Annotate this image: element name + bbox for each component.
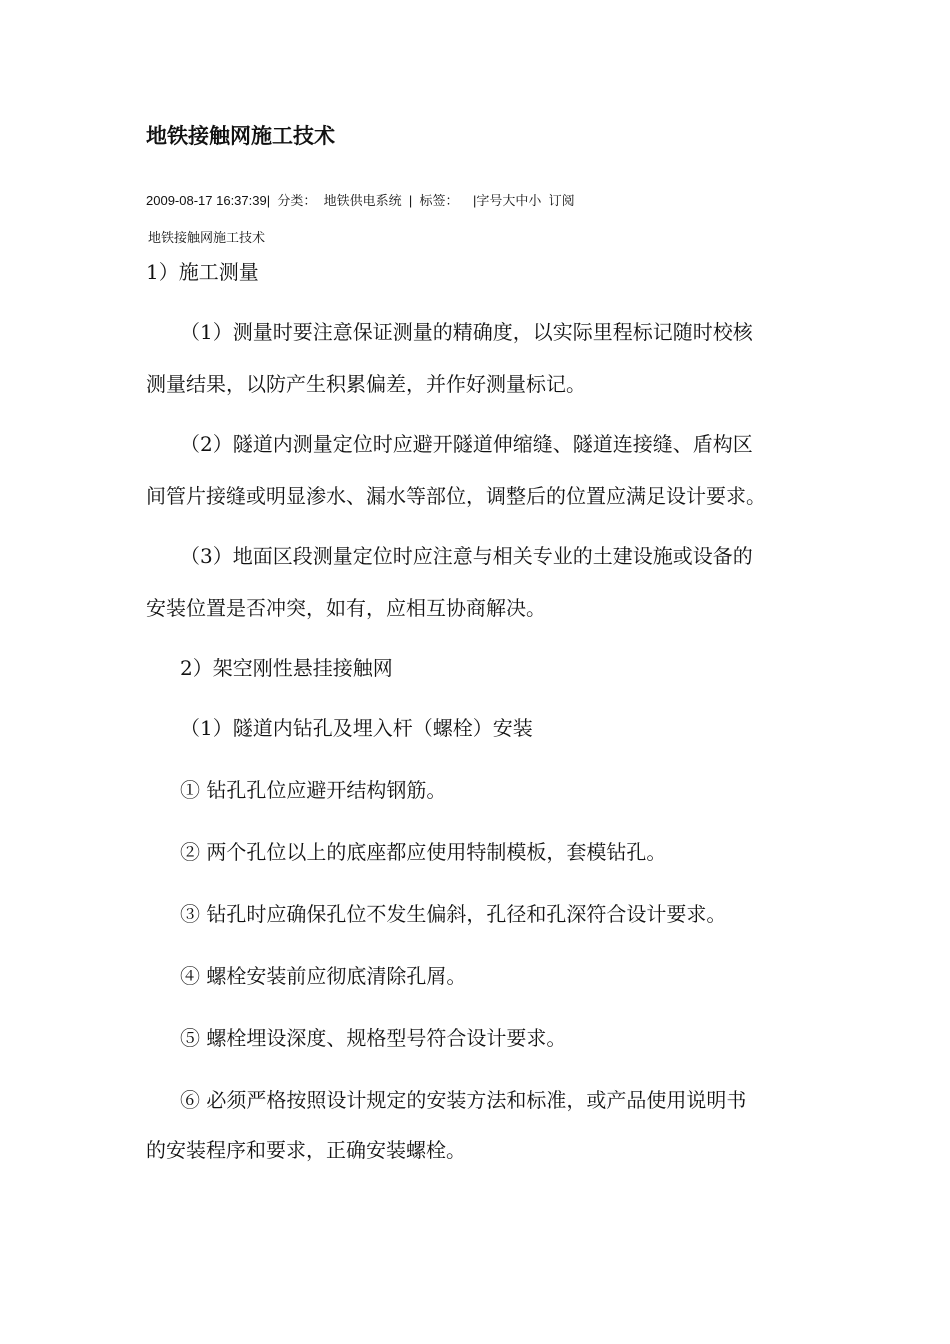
subscribe-link[interactable]: 订阅 — [548, 193, 575, 208]
font-size-control[interactable]: |字号大中小 — [473, 193, 542, 208]
section-heading-survey: 1）施工测量 — [146, 260, 259, 284]
paragraph-line: 安装位置是否冲突，如有，应相互协商解决。 — [146, 596, 546, 620]
list-item: ③ 钻孔时应确保孔位不发生偏斜，孔径和孔深符合设计要求。 — [180, 902, 727, 926]
category-label: 分类： — [277, 193, 317, 208]
paragraph-line: 间管片接缝或明显渗水、漏水等部位，调整后的位置应满足设计要求。 — [146, 484, 766, 508]
paragraph-line: （2）隧道内测量定位时应避开隧道伸缩缝、隧道连接缝、盾构区 — [180, 432, 753, 456]
subsection-heading: （1）隧道内钻孔及埋入杆（螺栓）安装 — [180, 716, 533, 740]
tags-label: 标签： — [419, 193, 459, 208]
category-link[interactable]: 地铁供电系统 — [323, 193, 402, 208]
list-item: 的安装程序和要求，正确安装螺栓。 — [146, 1138, 466, 1162]
meta-separator: | — [408, 193, 413, 208]
list-item: ① 钻孔孔位应避开结构钢筋。 — [180, 778, 447, 802]
article-subtitle: 地铁接触网施工技术 — [148, 231, 266, 246]
paragraph-line: （3）地面区段测量定位时应注意与相关专业的土建设施或设备的 — [180, 544, 753, 568]
list-item: ② 两个孔位以上的底座都应使用特制模板，套模钻孔。 — [180, 840, 667, 864]
page-title: 地铁接触网施工技术 — [146, 123, 335, 148]
post-datetime: 2009-08-17 16:37:39| — [146, 193, 271, 208]
list-item: ⑤ 螺栓埋设深度、规格型号符合设计要求。 — [180, 1026, 567, 1050]
list-item: ④ 螺栓安装前应彻底清除孔屑。 — [180, 964, 467, 988]
list-item: ⑥ 必须严格按照设计规定的安装方法和标准，或产品使用说明书 — [180, 1088, 747, 1112]
paragraph-line: 测量结果，以防产生积累偏差，并作好测量标记。 — [146, 372, 586, 396]
paragraph-line: （1）测量时要注意保证测量的精确度，以实际里程标记随时校核 — [180, 320, 753, 344]
section-heading-rigid-catenary: 2）架空刚性悬挂接触网 — [180, 656, 393, 680]
article-meta — [146, 192, 575, 210]
